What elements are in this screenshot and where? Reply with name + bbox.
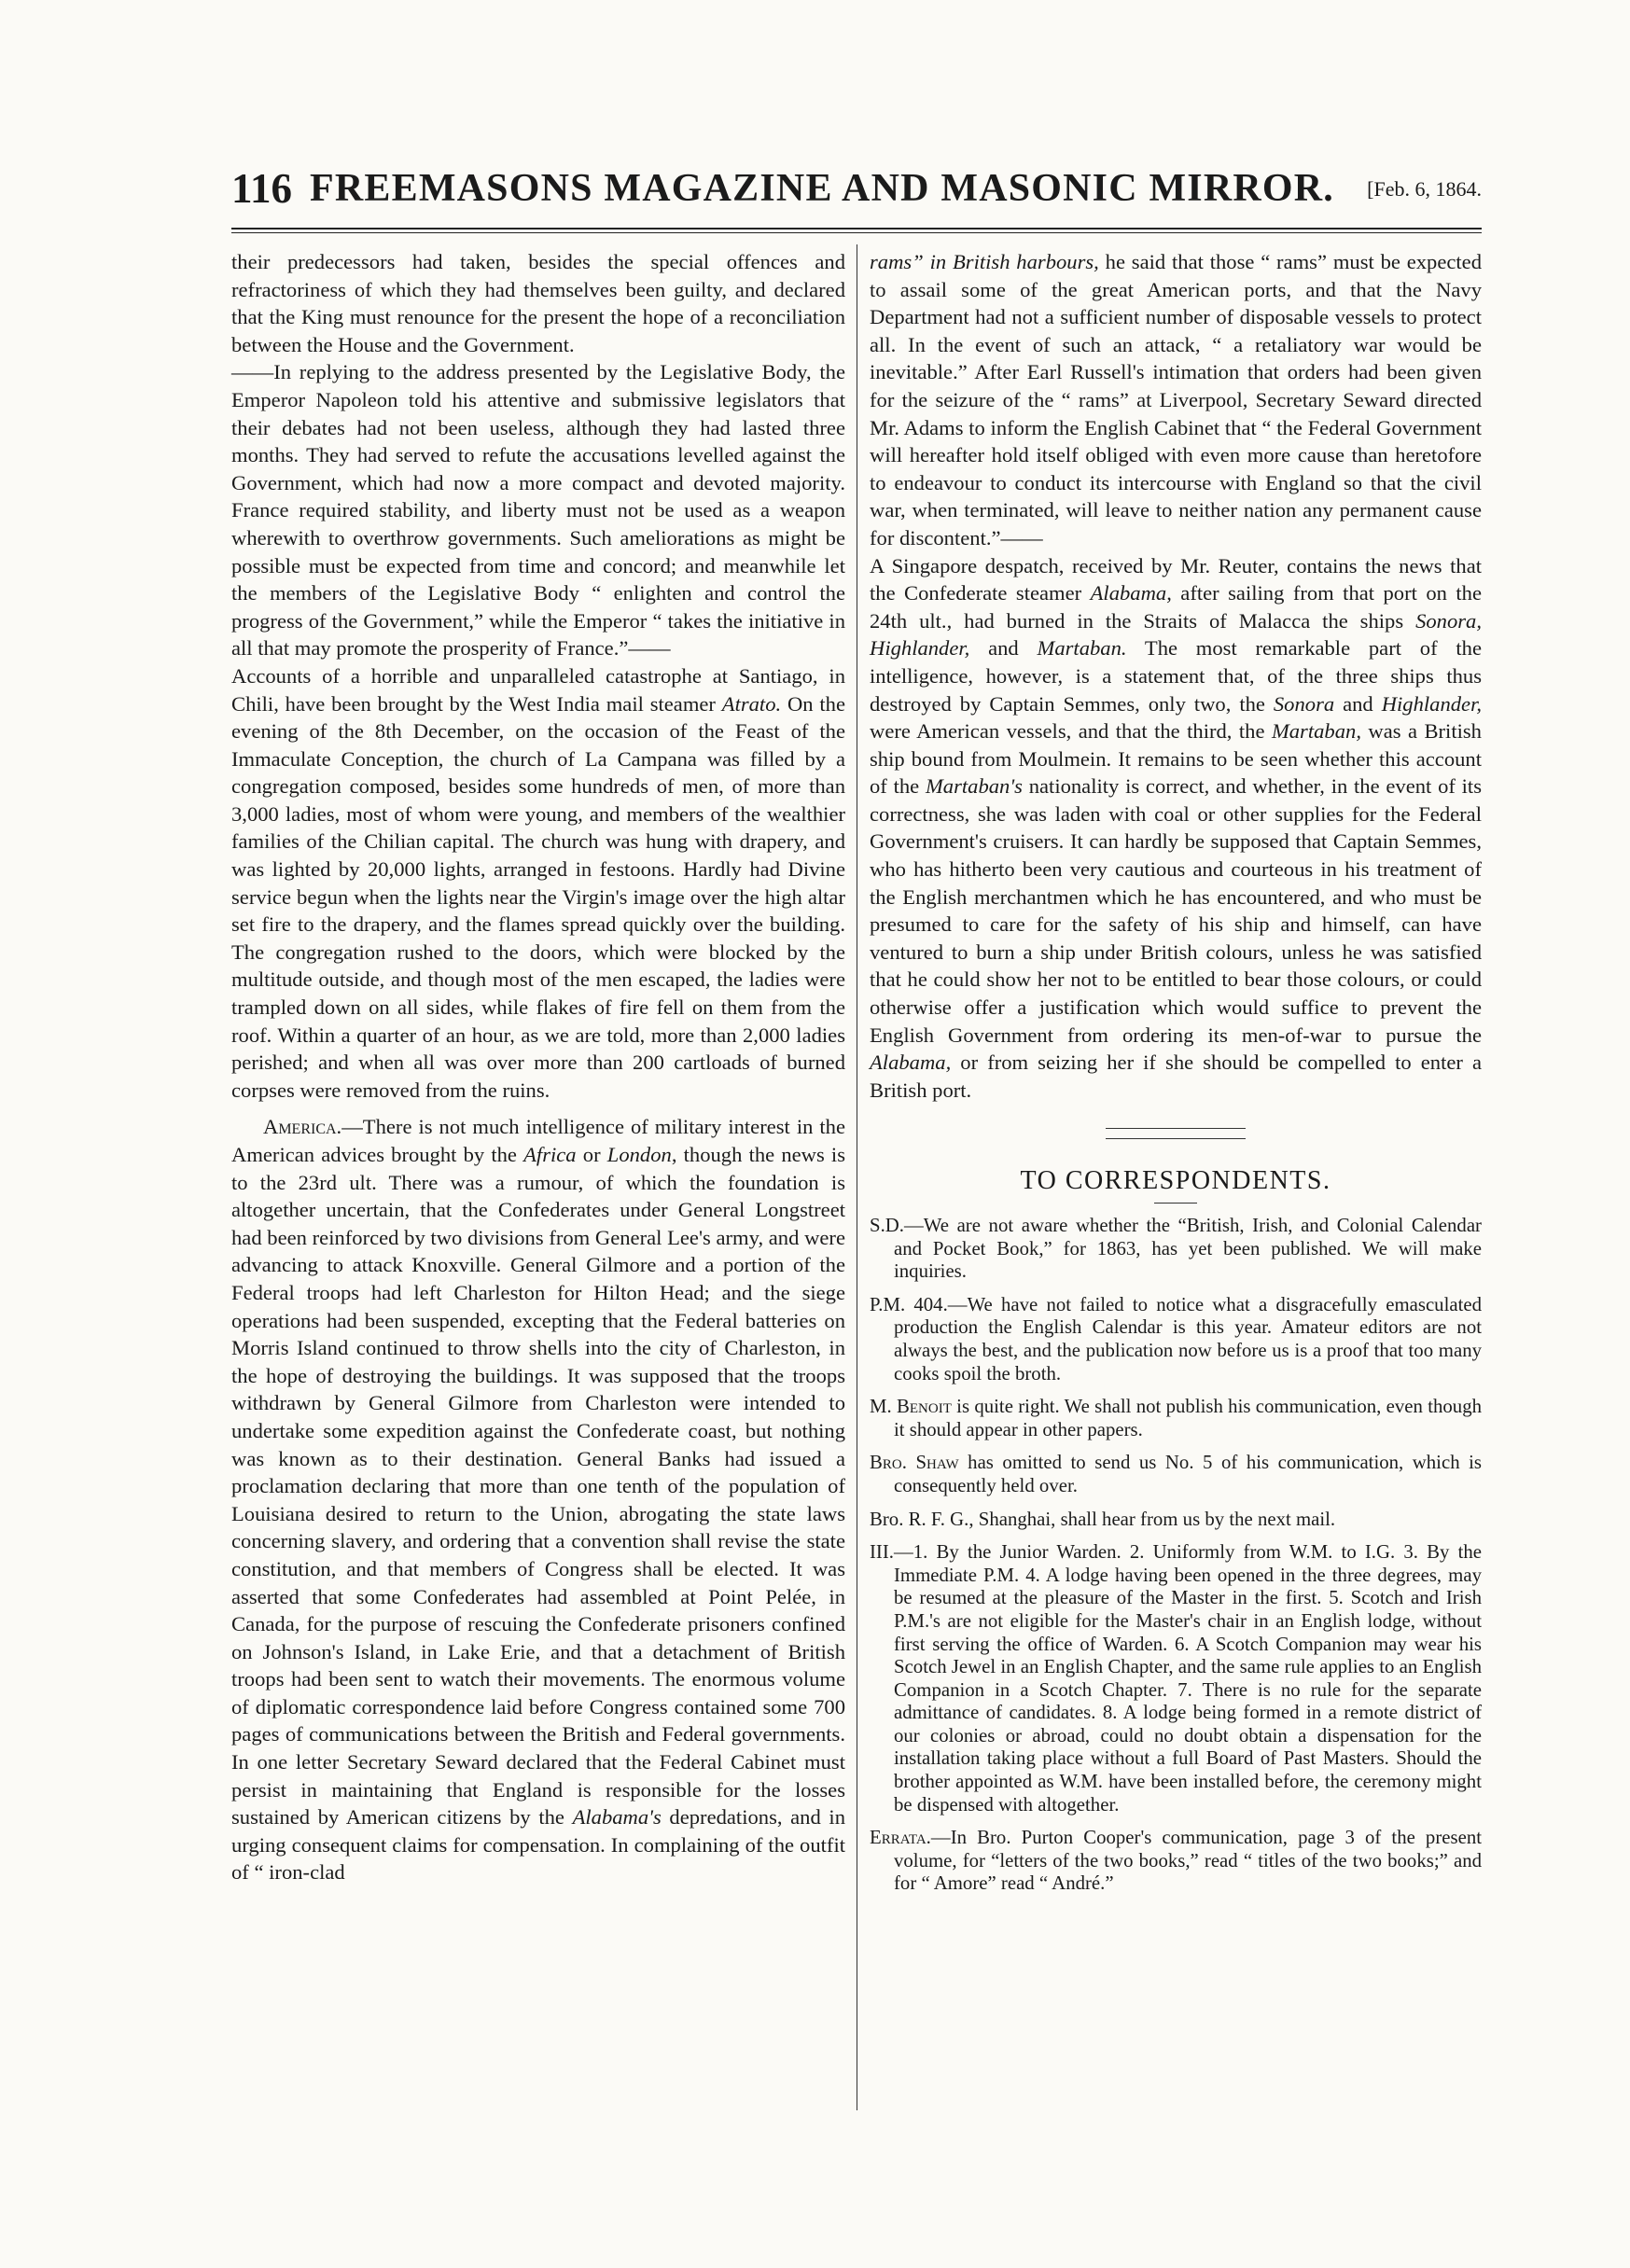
page-number: 116 [231, 165, 293, 212]
ship-name: Atrato. [721, 691, 782, 716]
correspondent-note-pm: P.M. 404.—We have not failed to notice what a disgracefully emasculated production the English Calendar is this year. Amateur editors are not always the best, and the publication now before us is a proof that too many cooks spoil the broth. [870, 1293, 1482, 1384]
correspondent-note-iii: III.—1. By the Junior Warden. 2. Uniformly from W.M. to I.G. 3. By the Immediate P.M. 4. A lodge having been opened in the three degrees, may be resumed at the pleasure of the Master in the first. 5. Scotch and Irish P.M.'s are not eligible for the Master's chair in an English lodge, without first serving the office of Warden. 6. A Scotch Companion may wear his Scotch Jewel in an English Chapter, and the same rule applies to an English Companion in a Scotch Chapter. 7. There is no rule for the separate admittance of candidates. 8. A lodge being formed in a remote district of our colonies or abroad, could no doubt obtain a dispensation for the installation taking place without a full Board of Past Masters. Should the brother appointed as W.M. have been installed before, the ceremony might be dispensed with altogether. [870, 1541, 1482, 1816]
article-paragraph-america: America.—There is not much intelligence of military interest in the American advices brought by the Africa or London, though the news is to the 23rd ult. There was a rumour, of which the foundation is altogether uncertain, that the Confederates under General Longstreet had been reinforced by two divisions from General Lee's army, and were advancing to attack Knoxville. General Gilmore and a portion of the Federal troops had left Charleston for Hilton Head; and the siege operations had been suspended, excepting that the Federal batteries on Morris Island continued to throw shells into the city of Charleston, in the hope of destroying the buildings. It was supposed that the troops withdrawn by General Gilmore from Charleston were intended to undertake some expedition against the Confederate coast, but nothing was known as to their destination. General Banks had issued a proclamation declaring that more than one tenth of the population of Louisiana desired to return to the Union, abrogating the state laws concerning slavery, and ordering that a convention shall revise the state constitution, and that members of Congress shall be elected. It was asserted that some Confederates had assembled at Point Pelée, in Canada, for the purpose of rescuing the Confederate prisoners confined on Johnson's Island, in Lake Erie, and that a detachment of British troops had been sent to watch their movements. The enormous volume of diplomatic correspondence laid before Congress contained some 700 pages of communications between the British and Federal governments. In one letter Secretary Seward declared that the Federal Cabinet must persist in maintaining that England is responsible for the losses sustained by American citizens by the Alabama's depredations, and in urging consequent claims for compensation. In complaining of the outfit of “ iron-clad [231, 1115, 845, 1885]
masthead [231, 164, 1482, 224]
correspondent-note-sd: S.D.—We are not aware whether the “British, Irish, and Colonial Calendar and Pocket Book,” for 1863, has yet been published. We will make inquiries. [870, 1215, 1482, 1283]
issue-date: [Feb. 6, 1864. [1367, 177, 1482, 201]
magazine-title: FREEMASONS MAGAZINE AND MASONIC MIRROR. [310, 167, 1335, 210]
correspondent-note-benoit: M. Benoit is quite right. We shall not publish his communication, even though it should appear in other papers. [870, 1396, 1482, 1440]
correspondent-note-shaw: Bro. Shaw has omitted to send us No. 5 of his communication, which is consequently held over. [870, 1452, 1482, 1496]
left-column [231, 248, 845, 1886]
article-paragraph-santiago: Accounts of a horrible and unparalleled catastrophe at Santiago, in Chili, have been brought by the West India mail steamer Atrato. On the evening of the 8th December, on the occasion of the Feast of the Immaculate Conception, the church of La Campana was filled by a congregation composed, besides some hundreds of men, of more than 3,000 ladies, most of whom were young, and members of the wealthier families of the Chilian capital. The church was hung with drapery, and was lighted by 20,000 lights, arranged in festoons. Hardly had Divine service begun when the lights near the Virgin's image over the high altar set fire to the drapery, and the flames spread quickly over the building. The congregation rushed to the doors, which were blocked by the multitude outside, and though most of the men escaped, the ladies were trampled down on all sides, while flakes of fire fell on them from the roof. Within a quarter of an hour, as we are told, more than 2,000 ladies perished; and when all was over more than 200 cartloads of burned corpses were removed from the ruins. [231, 663, 845, 1102]
section-rule [1106, 1128, 1246, 1139]
article-paragraph-napoleon: ——In replying to the address presented by the Legislative Body, the Emperor Napoleon told his attentive and submissive legislators that their debates had not been useless, although they had lasted three months. They had served to refute the accusations levelled against the Government, which had now a more compact and devoted majority. France required stability, and liberty must not be used as a weapon wherewith to overthrow governments. Such ameliorations as might be possible must be expected from time and concord; and meanwhile let the members of the Legislative Body “ enlighten and control the progress of the Government,” while the Emperor “ takes the initiative in all that may promote the prosperity of France.”—— [231, 360, 845, 661]
errata-note: Errata.—In Bro. Purton Cooper's communication, page 3 of the present volume, for “letters of the two books,” read “ titles of the two books;” and for “ Amore” read “ André.” [870, 1827, 1482, 1895]
header-rule-top [231, 228, 1482, 230]
right-column [870, 248, 1482, 1906]
article-paragraph-rams: rams” in British harbours, he said that those “ rams” must be expected to assail some of the great American ports, and that the Navy Department had not a sufficient number of disposable vessels to protect all. In the event of such an attack, “ a retaliatory war would be inevitable.” After Earl Russell's intimation that orders had been given for the seizure of the “ rams” at Liverpool, Secretary Seward directed Mr. Adams to inform the English Cabinet that “ the Federal Government will hereafter hold itself obliged with even more cause than heretofore to endeavour to conduct its intercourse with England so that the civil war, when terminated, will leave to neither nation any permanent cause for discontent.”—— [870, 250, 1483, 550]
heading-underline [1154, 1203, 1197, 1204]
correspondents-heading: TO CORRESPONDENTS. [1020, 1166, 1331, 1196]
article-paragraph-singapore: A Singapore despatch, received by Mr. Reuter, contains the news that the Confederate steamer Alabama, after sailing from that port on the 24th ult., had burned in the Straits of Malacca the ships Sonora, Highlander, and Martaban. The most remarkable part of the intelligence, however, is a statement that, of the three ships thus destroyed by Captain Semmes, only two, the Sonora and Highlander, were American vessels, and that the third, the Martaban, was a British ship bound from Moulmein. It remains to be seen whether this account of the Martaban's nationality is correct, and whether, in the event of its correctness, she was laden with coal or other supplies for the Federal Government's cruisers. It can hardly be supposed that Captain Semmes, who has hitherto been very cautious and courteous in his treatment of the English merchantmen which he has encountered, and who must be presumed to care for the safety of his ship and himself, can have ventured to burn a ship under British colours, unless he was satisfied that he could show her not to be entitled to bear those colours, or could otherwise offer a justification which would suffice to prevent the English Government from ordering its men-of-war to pursue the Alabama, or from seizing her if she should be compelled to enter a British port. [870, 553, 1483, 1102]
correspondent-note-rfg: Bro. R. F. G., Shanghai, shall hear from us by the next mail. [870, 1508, 1336, 1530]
header-rule-bottom [231, 232, 1482, 233]
article-paragraph-prussia: their predecessors had taken, besides the special offences and refractoriness of which they had themselves been guilty, and declared that the King must renounce for the present the hope of a reconciliation between the House and the Government. [231, 250, 845, 356]
section-lead-america: America. [263, 1115, 342, 1139]
